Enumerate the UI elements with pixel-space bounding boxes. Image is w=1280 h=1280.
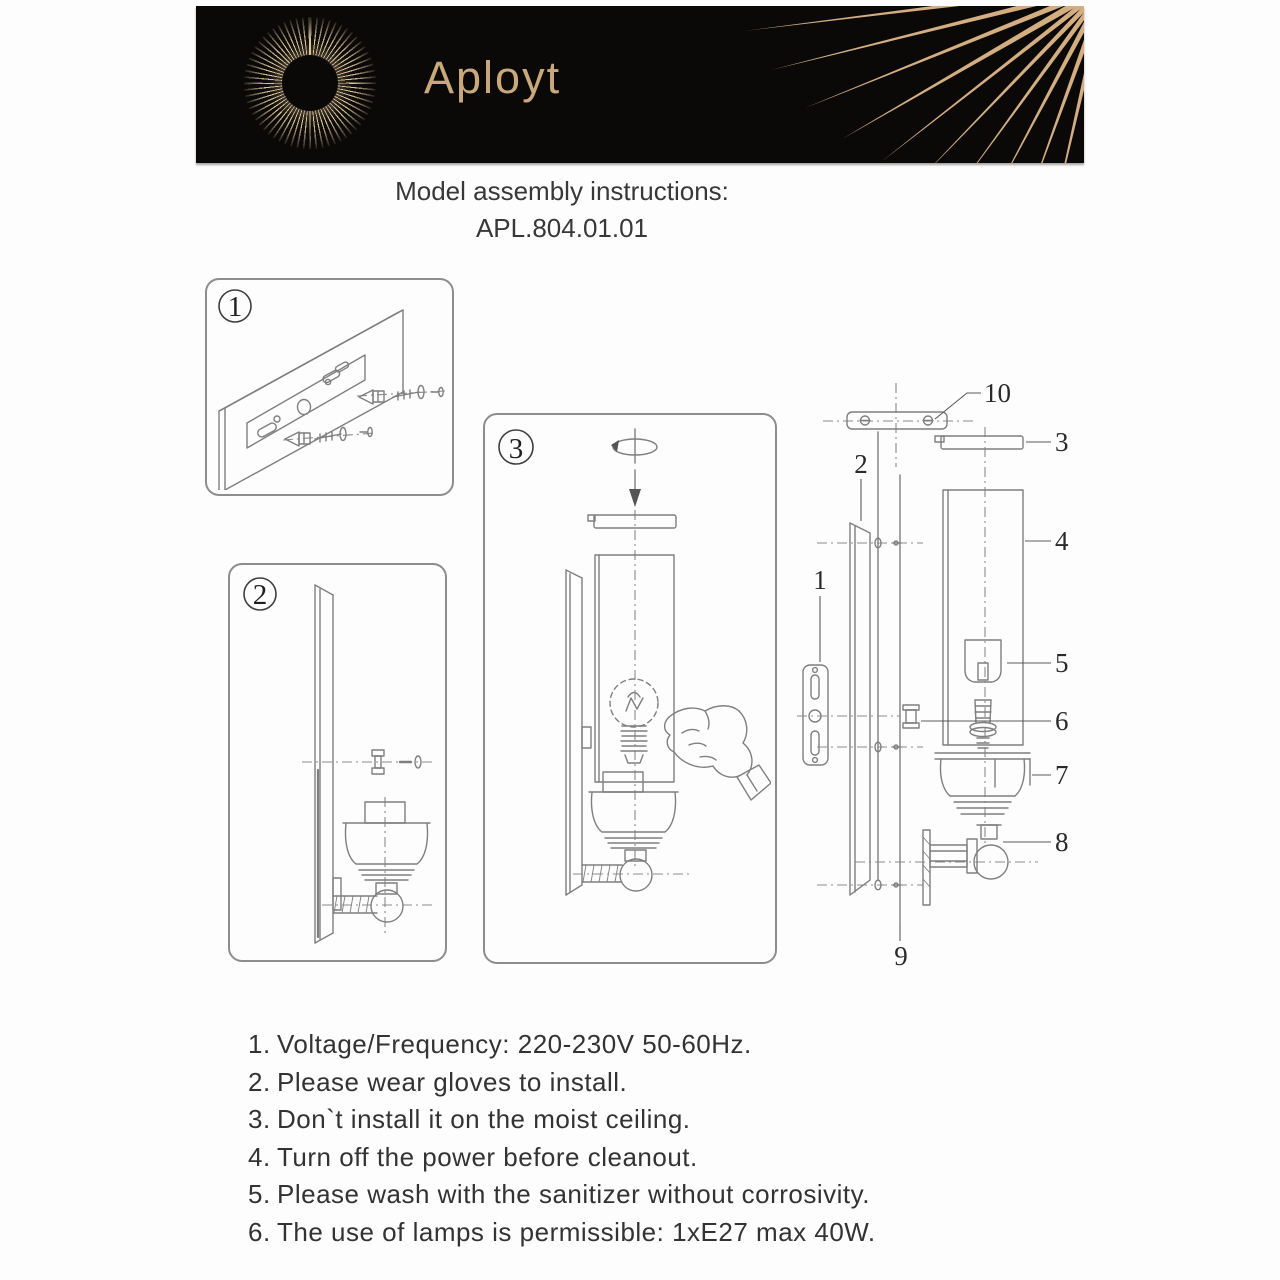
item-number: 6. — [248, 1216, 271, 1247]
callout-labels — [813, 378, 1069, 971]
insert-arrow — [629, 470, 641, 507]
item-number: 5. — [248, 1179, 271, 1209]
item-number: 4. — [248, 1141, 271, 1172]
part-threaded-stem — [903, 700, 996, 748]
callout-3: 3 — [1055, 427, 1069, 457]
step-3-drawing — [485, 415, 771, 958]
item-text: Turn off the power before cleanout. — [277, 1141, 698, 1172]
construction-lines — [797, 383, 1038, 927]
item-text: Please wash with the sanitizer without corrosivity. — [277, 1179, 870, 1209]
step-1-panel — [205, 278, 454, 496]
retainer-ring — [588, 515, 676, 528]
part-back-plate — [850, 523, 870, 895]
lamp-body-drawing — [582, 772, 678, 891]
item-number: 3. — [248, 1104, 271, 1134]
part-cup-holder — [935, 753, 1030, 814]
rotation-symbol — [611, 429, 657, 463]
item-number: 2. — [248, 1066, 271, 1097]
anchor-screw-set-upper — [357, 386, 445, 405]
part-retainer-ring — [935, 436, 1023, 449]
exploded-drawing — [795, 375, 1085, 980]
brand-name: Aployt — [424, 52, 562, 103]
step-3-number: 3 — [508, 433, 524, 465]
list-item — [248, 1064, 1078, 1102]
gold-rays-icon — [196, 6, 1084, 163]
model-number: APL.804.01.01 — [475, 213, 649, 243]
item-number: 1. — [248, 1029, 271, 1059]
list-item — [248, 1026, 1078, 1064]
callout-2: 2 — [854, 449, 868, 479]
part-lamp-socket — [965, 640, 1001, 682]
list-item — [248, 1214, 1078, 1252]
step-1-drawing — [207, 280, 448, 490]
back-plate-side-view — [566, 570, 591, 895]
wall-plate-drawing — [219, 310, 403, 490]
document-title — [196, 173, 928, 247]
callout-5: 5 — [1055, 648, 1069, 678]
hand-illustration — [665, 706, 771, 800]
item-text: Voltage/Frequency: 220-230V 50-60Hz. — [277, 1029, 752, 1059]
glass-shade — [595, 555, 674, 782]
step-2-number: 2 — [252, 579, 268, 611]
list-item — [248, 1176, 1078, 1214]
callout-6: 6 — [1055, 706, 1069, 736]
callout-4: 4 — [1055, 526, 1069, 556]
list-item — [248, 1139, 1078, 1177]
lamp-body-drawing — [333, 802, 430, 922]
callout-10: 10 — [984, 378, 1011, 408]
title-line: Model assembly instructions: — [395, 176, 729, 206]
item-text: The use of lamps is permissible: 1xE27 max 40W. — [277, 1216, 876, 1247]
list-item — [248, 1101, 1078, 1139]
callout-1: 1 — [813, 565, 827, 595]
callout-7: 7 — [1055, 760, 1069, 790]
part-wall-arm — [923, 825, 1008, 905]
step-1-number: 1 — [227, 291, 243, 323]
item-text: Please wear gloves to install. — [277, 1066, 628, 1097]
step-2-panel — [228, 563, 447, 962]
part-glass-shade — [943, 490, 1023, 745]
part-wall-bracket — [803, 665, 828, 765]
item-text: Don`t install it on the moist ceiling. — [277, 1104, 691, 1134]
back-plate-side-view — [315, 585, 341, 943]
step-3-panel — [483, 413, 777, 964]
callout-8: 8 — [1055, 827, 1069, 857]
step-2-drawing — [230, 565, 441, 956]
callout-9: 9 — [894, 941, 908, 971]
light-bulb — [610, 679, 658, 763]
brand-banner — [196, 6, 1084, 163]
exploded-parts-diagram — [795, 375, 1085, 980]
instruction-list — [248, 1026, 1078, 1251]
anchor-screw-set-lower — [283, 428, 375, 447]
